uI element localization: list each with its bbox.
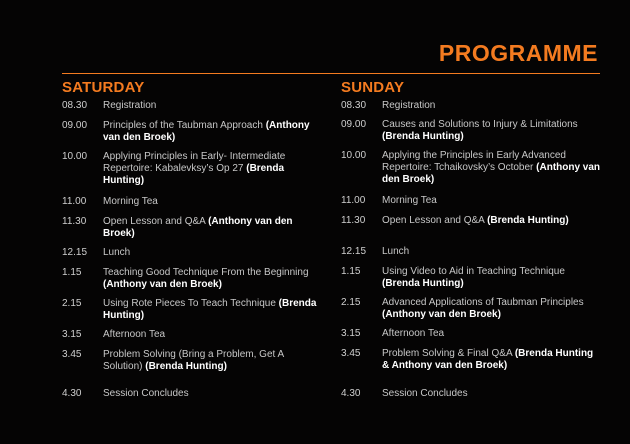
session-time: 09.00 [341,119,367,130]
session-title: Principles of the Taubman Approach [103,120,263,131]
session-description [103,216,320,240]
session-description [103,120,320,144]
session-description [382,119,603,143]
session-presenter: (Brenda Hunting & Anthony van den Broek) [382,348,594,371]
session-description [103,151,320,187]
session-time: 10.00 [341,150,367,161]
session-title: Session Concludes [382,388,468,399]
session-time: 09.00 [62,120,88,131]
session-presenter: (Brenda Hunting) [103,298,317,321]
session-description [382,297,603,321]
session-time: 11.00 [62,196,87,207]
session-time: 3.15 [62,329,82,340]
session-title: Advanced Applications of Taubman Principles [382,297,584,308]
session-presenter: (Brenda Hunting) [145,361,227,372]
session-time: 3.45 [341,348,361,359]
session-description [103,388,320,400]
saturday-heading: SATURDAY [62,79,145,96]
session-title: Session Concludes [103,388,189,399]
session-presenter: (Anthony van den Broek) [382,162,601,185]
session-description [103,267,320,291]
session-title: Teaching Good Technique From the Beginning [103,267,309,278]
session-time: 4.30 [341,388,361,399]
session-presenter: (Anthony van den Broek) [382,309,501,320]
session-presenter: (Brenda Hunting) [382,278,464,289]
session-title: Using Rote Pieces To Teach Technique [103,298,276,309]
session-presenter: (Brenda Hunting) [382,131,464,142]
session-title: Lunch [103,247,131,258]
session-title: Registration [103,100,157,111]
session-presenter: (Brenda Hunting) [103,163,285,186]
session-description [382,100,603,112]
session-time: 3.15 [341,328,361,339]
sunday-column [341,79,603,399]
session-title: Using Video to Aid in Teaching Technique [382,266,565,277]
session-title: Registration [382,100,436,111]
session-time: 1.15 [341,266,361,277]
session-title: Morning Tea [103,196,158,207]
session-title: Applying Principles in Early- Intermediate Repertoire: Kabalevksy’s Op 27 [103,151,286,174]
session-description [103,298,320,322]
session-title: Causes and Solutions to Injury & Limitations [382,119,578,130]
session-description [382,348,603,372]
session-time: 11.30 [62,216,87,227]
session-presenter: (Anthony van den Broek) [103,120,310,143]
session-description [103,196,320,208]
session-time: 08.30 [62,100,88,111]
session-time: 1.15 [62,267,82,278]
session-time: 12.15 [62,247,88,258]
session-description [103,247,320,259]
session-description [382,246,603,258]
title-divider [62,73,600,74]
session-presenter: (Anthony van den Broek) [103,216,293,239]
sunday-heading: SUNDAY [341,79,405,96]
session-description [103,329,320,341]
session-time: 12.15 [341,246,367,257]
session-time: 11.00 [341,195,366,206]
session-time: 3.45 [62,349,82,360]
session-description [382,215,603,227]
page-title: PROGRAMME [438,40,598,66]
session-description [382,195,603,207]
session-title: Afternoon Tea [103,329,166,340]
session-title: Open Lesson and Q&A [382,215,485,226]
session-time: 10.00 [62,151,88,162]
session-time: 2.15 [341,297,361,308]
session-title: Open Lesson and Q&A [103,216,206,227]
session-title: Applying the Principles in Early Advanced Repertoire: Tchaikovsky’s October [382,150,566,173]
session-time: 11.30 [341,215,366,226]
session-title: Problem Solving (Bring a Problem, Get A Solution) [103,349,284,372]
session-title: Afternoon Tea [382,328,445,339]
session-title: Lunch [382,246,410,257]
session-description [382,150,603,186]
saturday-column [62,79,320,399]
session-presenter: (Brenda Hunting) [487,215,569,226]
session-description [382,266,603,290]
session-time: 08.30 [341,100,367,111]
session-presenter: (Anthony van den Broek) [103,279,222,290]
session-time: 4.30 [62,388,82,399]
session-description [103,100,320,112]
session-time: 2.15 [62,298,82,309]
session-description [103,349,320,373]
session-title: Morning Tea [382,195,437,206]
session-description [382,328,603,340]
session-title: Problem Solving & Final Q&A [382,348,513,359]
session-description [382,388,603,400]
